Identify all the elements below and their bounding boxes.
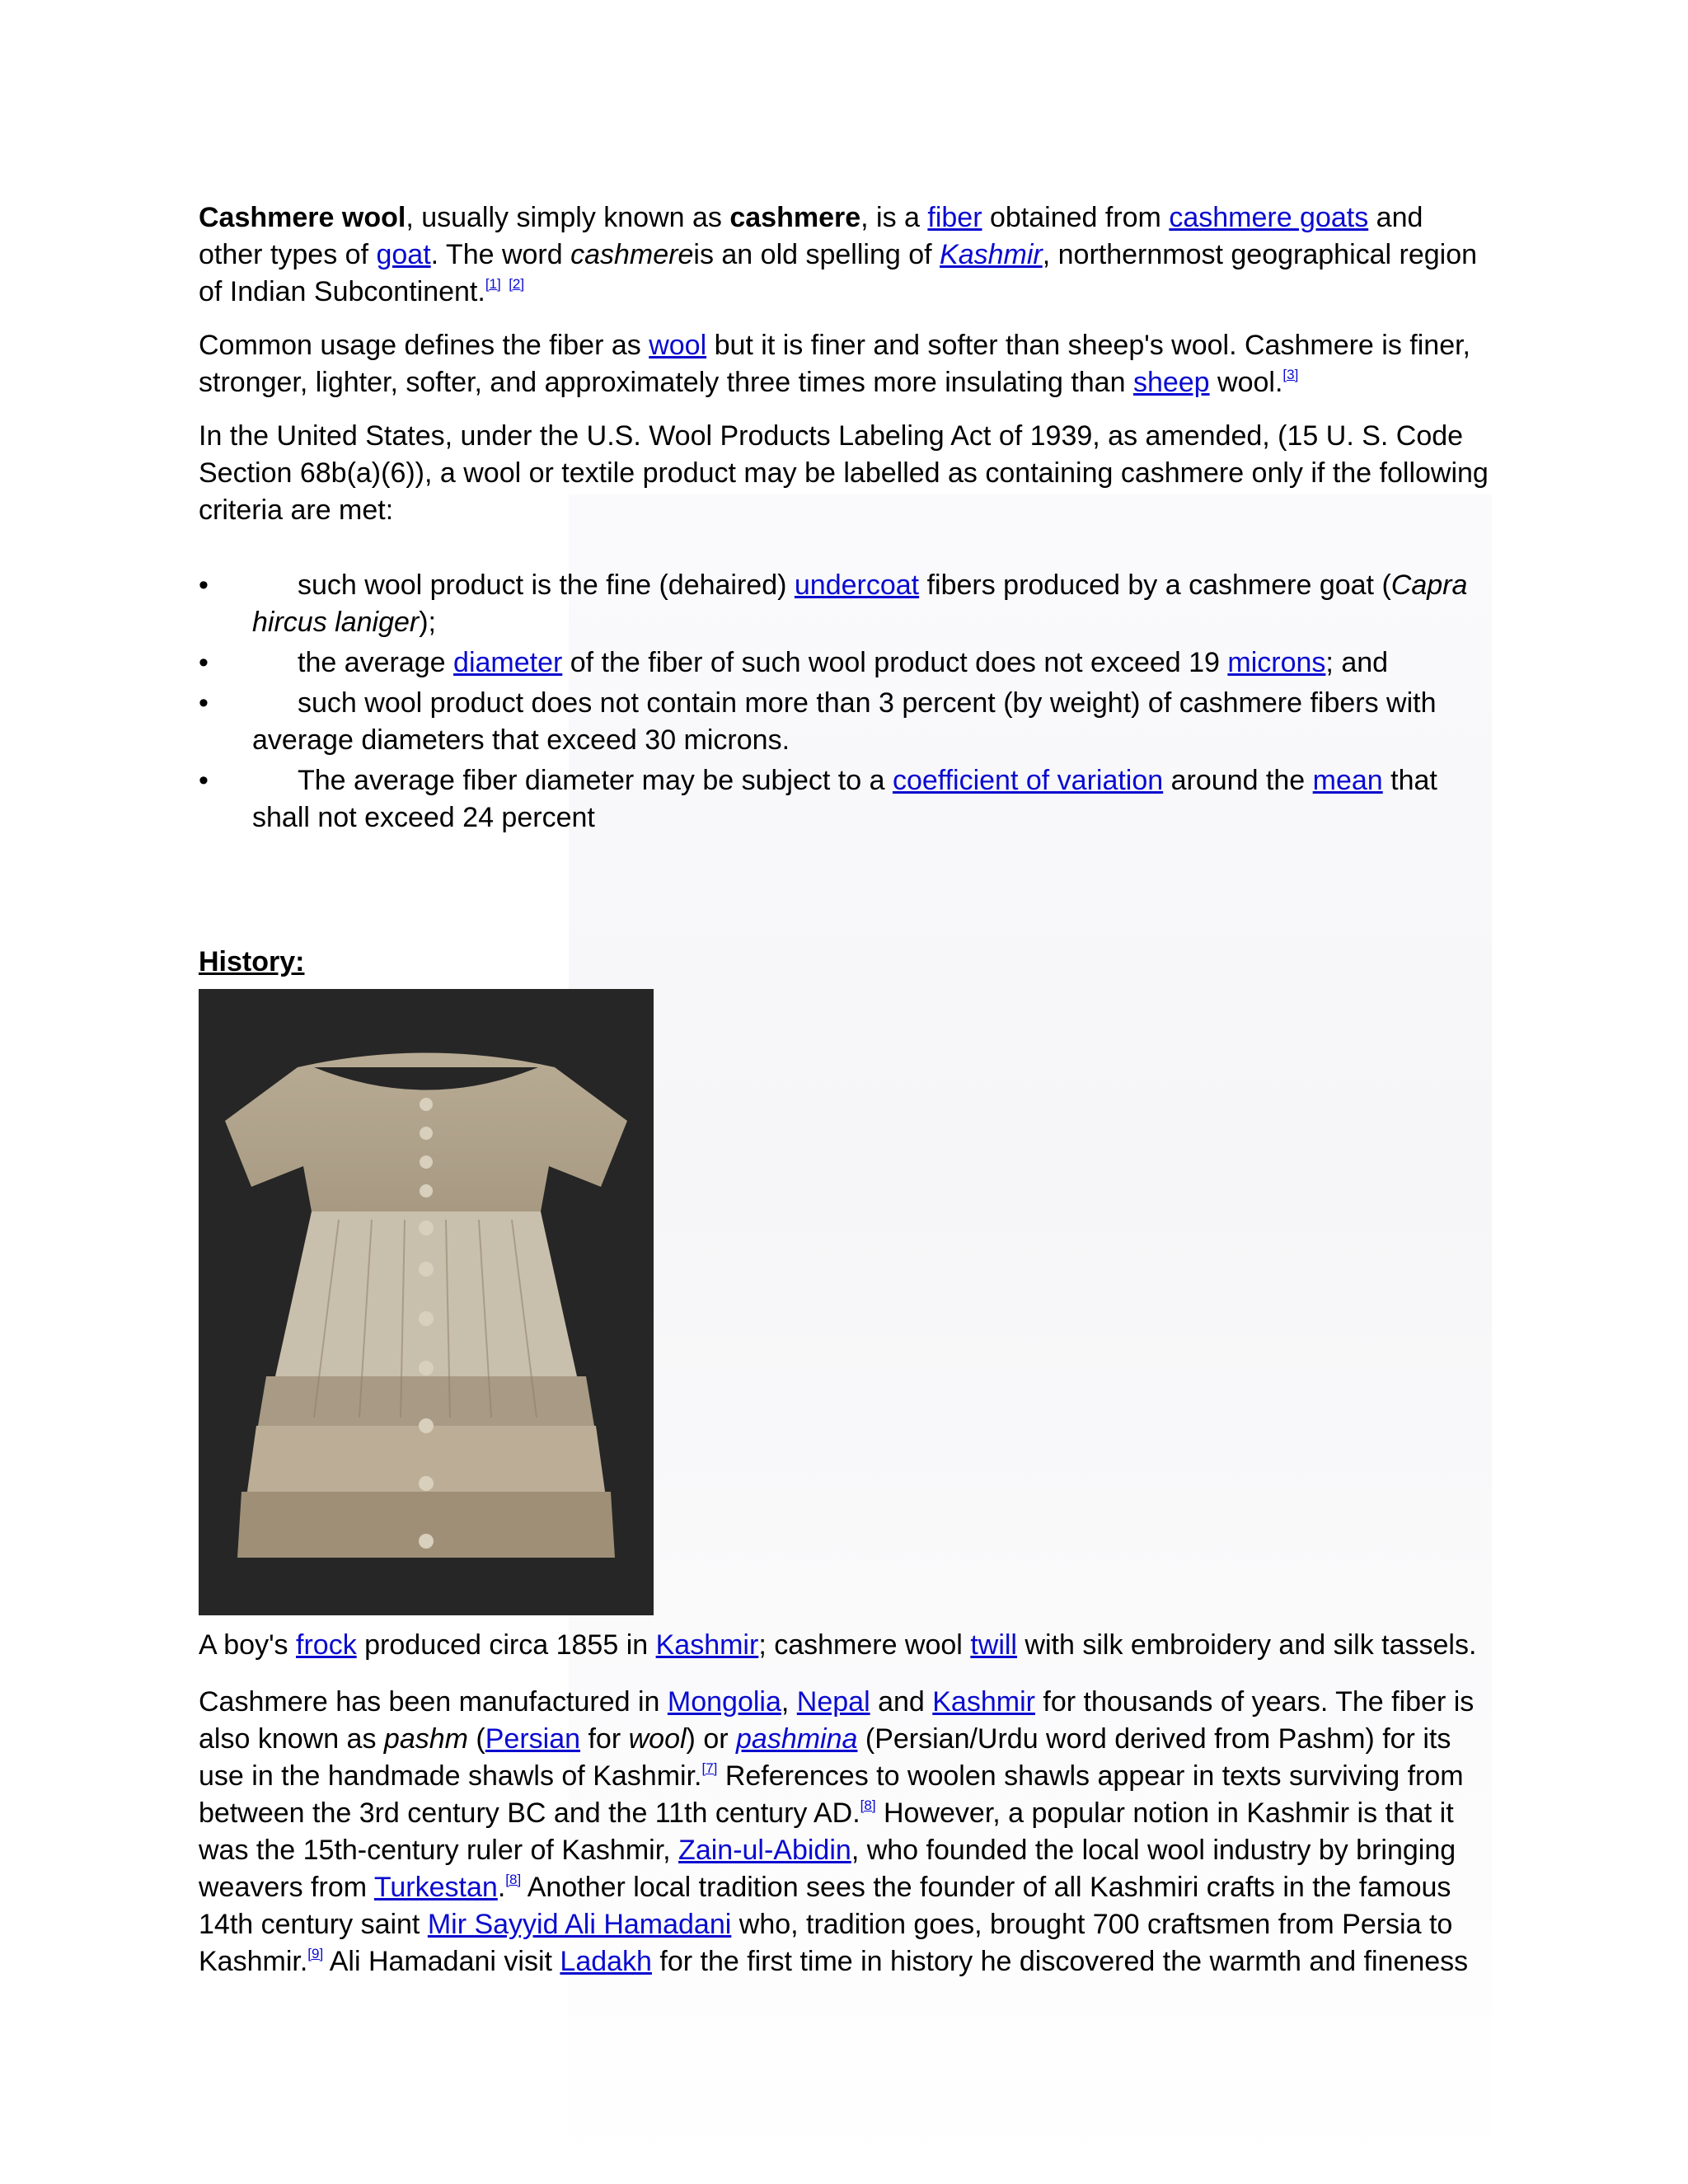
text: for [580,1723,629,1755]
link-kashmir-caption[interactable]: Kashmir [655,1629,759,1661]
link-mir-sayyid-ali-hamadani[interactable]: Mir Sayyid Ali Hamadani [427,1909,732,1940]
text: and other types of [199,202,1423,270]
text: . [497,1872,506,1903]
text: wool. [1209,367,1283,398]
reference-1[interactable] [485,276,501,292]
link-ladakh[interactable]: Ladakh [560,1946,652,1977]
text: with silk embroidery and silk tassels. [1016,1629,1477,1661]
frock-image [199,989,654,1615]
text: , northernmost geographical region of Indian Subcontinent. [199,239,1478,307]
text: However, a popular notion in Kashmir is that it was the 15th-century ruler of Kashmir, [199,1797,1454,1866]
reference-8-link[interactable]: [8] [860,1797,876,1813]
link-kashmir-text: Kashmir [940,239,1043,270]
reference-7-link[interactable]: [7] [701,1760,718,1776]
link-pashmina-text: pashmina [736,1723,858,1755]
reference-7[interactable] [701,1760,717,1776]
criteria-list [199,567,1493,837]
text: The average fiber diameter may be subject to a [298,765,893,796]
text: . The word [430,239,571,270]
text: for thousands of years. The fiber is also known as [199,1686,1475,1755]
text: obtained from [982,202,1170,233]
text: , is a [860,202,928,233]
reference-3-link[interactable]: [3] [1282,367,1299,382]
bullet-icon: • [199,687,209,719]
text: but it is finer and softer than sheep's wool. Cashmere is finer, stronger, lighter, softer, and approximately three times more insulating than [199,330,1470,398]
text: ; cashmere wool [758,1629,971,1661]
text: of the fiber of such wool product does not exceed 19 [562,647,1228,678]
term-cashmere-wool: Cashmere wool [199,202,406,233]
text: Cashmere has been manufactured in [199,1686,668,1718]
text: , usually simply known as [406,202,730,233]
link-coefficient-of-variation[interactable]: coefficient of variation [892,765,1164,796]
reference-2-link[interactable]: [2] [509,276,525,292]
criteria-item [199,685,1493,759]
text: , [781,1686,797,1718]
text: for the first time in history he discovered the warmth and fineness [651,1946,1469,1977]
usage-paragraph [199,327,1493,401]
link-turkestan[interactable]: Turkestan [373,1872,498,1903]
text: around the [1163,765,1313,796]
text: References to woolen shawls appear in texts surviving from between the 3rd century BC and the 11th century AD. [199,1760,1464,1829]
text: Common usage defines the fiber as [199,330,649,361]
criteria-item [199,762,1493,837]
link-wool[interactable]: wool [649,330,707,361]
text: ) or [686,1723,736,1755]
criteria-item [199,567,1493,641]
text: A boy's [199,1629,297,1661]
text: who, tradition goes, brought 700 craftsmen from Persia to Kashmir. [199,1909,1453,1977]
text: produced circa 1855 in [356,1629,656,1661]
bullet-icon: • [199,647,209,678]
link-frock[interactable]: frock [296,1629,357,1661]
reference-9-link[interactable]: [9] [307,1946,324,1961]
link-pashmina[interactable] [736,1723,857,1755]
link-undercoat[interactable]: undercoat [794,569,920,601]
text: ( [467,1723,485,1755]
us-law-paragraph: In the United States, under the U.S. Wool Products Labeling Act of 1939, as amended, (15 U. S. Code Section 68b(a)(6)), a wool or textile product may be labelled as containing cashmere only if the following criteria are met: [199,420,1489,526]
link-microns[interactable]: microns [1227,647,1326,678]
text: (Persian/Urdu word derived from Pashm) for its use in the handmade shawls of Kashmir. [199,1723,1451,1792]
reference-2[interactable] [509,276,524,292]
text: Ali Hamadani visit [323,1946,560,1977]
criteria-item [199,644,1493,682]
link-fiber[interactable]: fiber [927,202,982,233]
italic-wool: wool [628,1723,687,1755]
document-page [199,199,1493,1997]
intro-paragraph [199,199,1493,311]
italic-cashmere: cashmere [570,239,694,270]
history-paragraph [199,1684,1493,1980]
italic-pashm: pashm [383,1723,468,1755]
bullet-icon: • [199,765,209,796]
text: , who founded the local wool industry by bringing weavers from [199,1835,1456,1903]
reference-8b-link[interactable]: [8] [505,1872,522,1887]
link-diameter[interactable]: diameter [453,647,563,678]
text: and [870,1686,933,1718]
text: ; and [1325,647,1389,678]
link-sheep[interactable]: sheep [1132,367,1210,398]
link-persian[interactable]: Persian [485,1723,581,1755]
link-cashmere-goats[interactable]: cashmere goats [1169,202,1369,233]
text: Another local tradition sees the founder of all Kashmiri crafts in the famous 14th century saint [199,1872,1451,1940]
link-mean[interactable]: mean [1312,765,1383,796]
history-heading: History: [199,946,305,977]
bullet-icon: • [199,569,209,601]
link-kashmir-history[interactable]: Kashmir [932,1686,1035,1718]
link-kashmir[interactable] [940,239,1043,270]
figure [199,989,1493,1664]
reference-1-link[interactable]: [1] [485,276,501,292]
figure-caption [199,1627,1493,1664]
link-nepal[interactable]: Nepal [796,1686,870,1718]
text: fibers produced by a cashmere goat ( [919,569,1391,601]
reference-3[interactable] [1282,367,1298,382]
reference-9[interactable] [307,1946,323,1961]
reference-8[interactable] [860,1797,876,1813]
text: such wool product does not contain more than 3 percent (by weight) of cashmere fibers with average diameters that exceed 30 microns. [252,687,1437,756]
link-mongolia[interactable]: Mongolia [667,1686,781,1718]
text: such wool product is the fine (dehaired) [298,569,795,601]
term-cashmere: cashmere [729,202,861,233]
reference-8b[interactable] [505,1872,521,1887]
text: that shall not exceed 24 percent [252,765,1437,833]
italic-species: Capra hircus laniger [252,569,1468,638]
link-twill[interactable]: twill [970,1629,1017,1661]
text: is an old spelling of [693,239,940,270]
text: the average [298,647,454,678]
link-zain-ul-abidin[interactable]: Zain-ul-Abidin [678,1835,851,1866]
text: ); [419,607,436,638]
link-goat[interactable]: goat [376,239,431,270]
